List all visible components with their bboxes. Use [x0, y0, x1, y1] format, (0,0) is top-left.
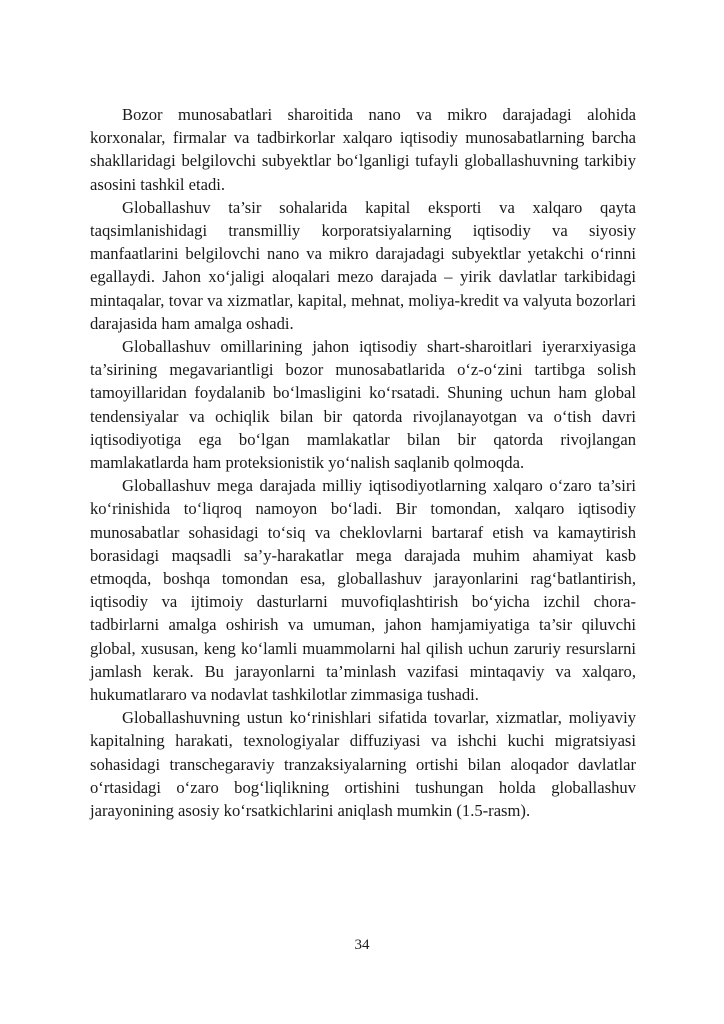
paragraph-2: Globallashuv ta’sir sohalarida kapital eksporti va xalqaro qayta taqsimlanishidagi transmilliy korporatsiyalarning iqtisodiy va siyosiy manfaatlarini belgilovchi nano va mikro darajadagi subyektlar yetakchi o‘rinni egallaydi. Jahon xo‘jaligi aloqalari mezo darajada – yirik davlatlar tarkibidagi mintaqalar, tovar va xizmatlar, kapital, mehnat, moliya-kredit va valyuta bozorlari darajasida ham amalga oshadi.	[90, 197, 636, 333]
paragraph-4: Globallashuv mega darajada milliy iqtisodiyotlarning xalqaro o‘zaro ta’siri ko‘rinishida to‘liqroq namoyon bo‘ladi. Bir tomondan, xalqaro iqtisodiy munosabatlar sohasidagi to‘siq va cheklovlarni bartaraf etish va kamaytirish borasidagi maqsadli sa’y-harakatlar mega darajada muhim ahamiyat kasb etmoqda, boshqa tomondan esa, globallashuv jarayonlarini rag‘batlantirish, iqtisodiy va ijtimoiy dasturlarni muvofiqlashtirish bo‘yicha izchil chora-tadbirlarni amalga oshirish va umuman, jahon hamjamiyatiga ta’sir qiluvchi global, xususan, keng ko‘lamli muammolarni hal qilish uchun zaruriy resurslarni jamlash kerak. Bu jarayonlarni ta’minlash vazifasi mintaqaviy va xalqaro, hukumatlararo va nodavlat tashkilotlar zimmasiga tushadi.	[90, 476, 636, 705]
page-number: 34	[354, 937, 370, 953]
page-body	[90, 103, 636, 822]
paragraph-5: Globallashuvning ustun ko‘rinishlari sifatida tovarlar, xizmatlar, moliyaviy kapitalning harakati, texnologiyalar diffuziyasi va ishchi kuchi migratsiyasi sohasidagi transchegaraviy tranzaksiyalarning ortishi bilan aloqador davlatlar o‘rtasidagi o‘zaro bog‘liqlikning ortishini tushungan holda globallashuv jarayonining asosiy ko‘rsatkichlarini aniqlash mumkin (1.5-rasm).	[90, 708, 636, 821]
paragraph-1: Bozor munosabatlari sharoitida nano va mikro darajadagi alohida korxonalar, firmalar va tadbirkorlar xalqaro iqtisodiy munosabatlarning barcha shakllaridagi belgilovchi subyektlar bo‘lganligi tufayli globallashuvning tarkibiy asosini tashkil etadi.	[90, 105, 636, 194]
paragraph-3: Globallashuv omillarining jahon iqtisodiy shart-sharoitlari iyerarxiyasiga ta’sirining megavariantligi bozor munosabatlarida o‘z-o‘zini tartibga solish tamoyillaridan foydalanib bo‘lmasligini ko‘rsatadi. Shuning uchun ham global tendensiyalar va ochiqlik bilan bir qatorda rivojlanayotgan va o‘tish davri iqtisodiyotiga ega bo‘lgan mamlakatlar bilan bir qatorda rivojlangan mamlakatlarda ham proteksionistik yo‘nalish saqlanib qolmoqda.	[90, 337, 636, 473]
